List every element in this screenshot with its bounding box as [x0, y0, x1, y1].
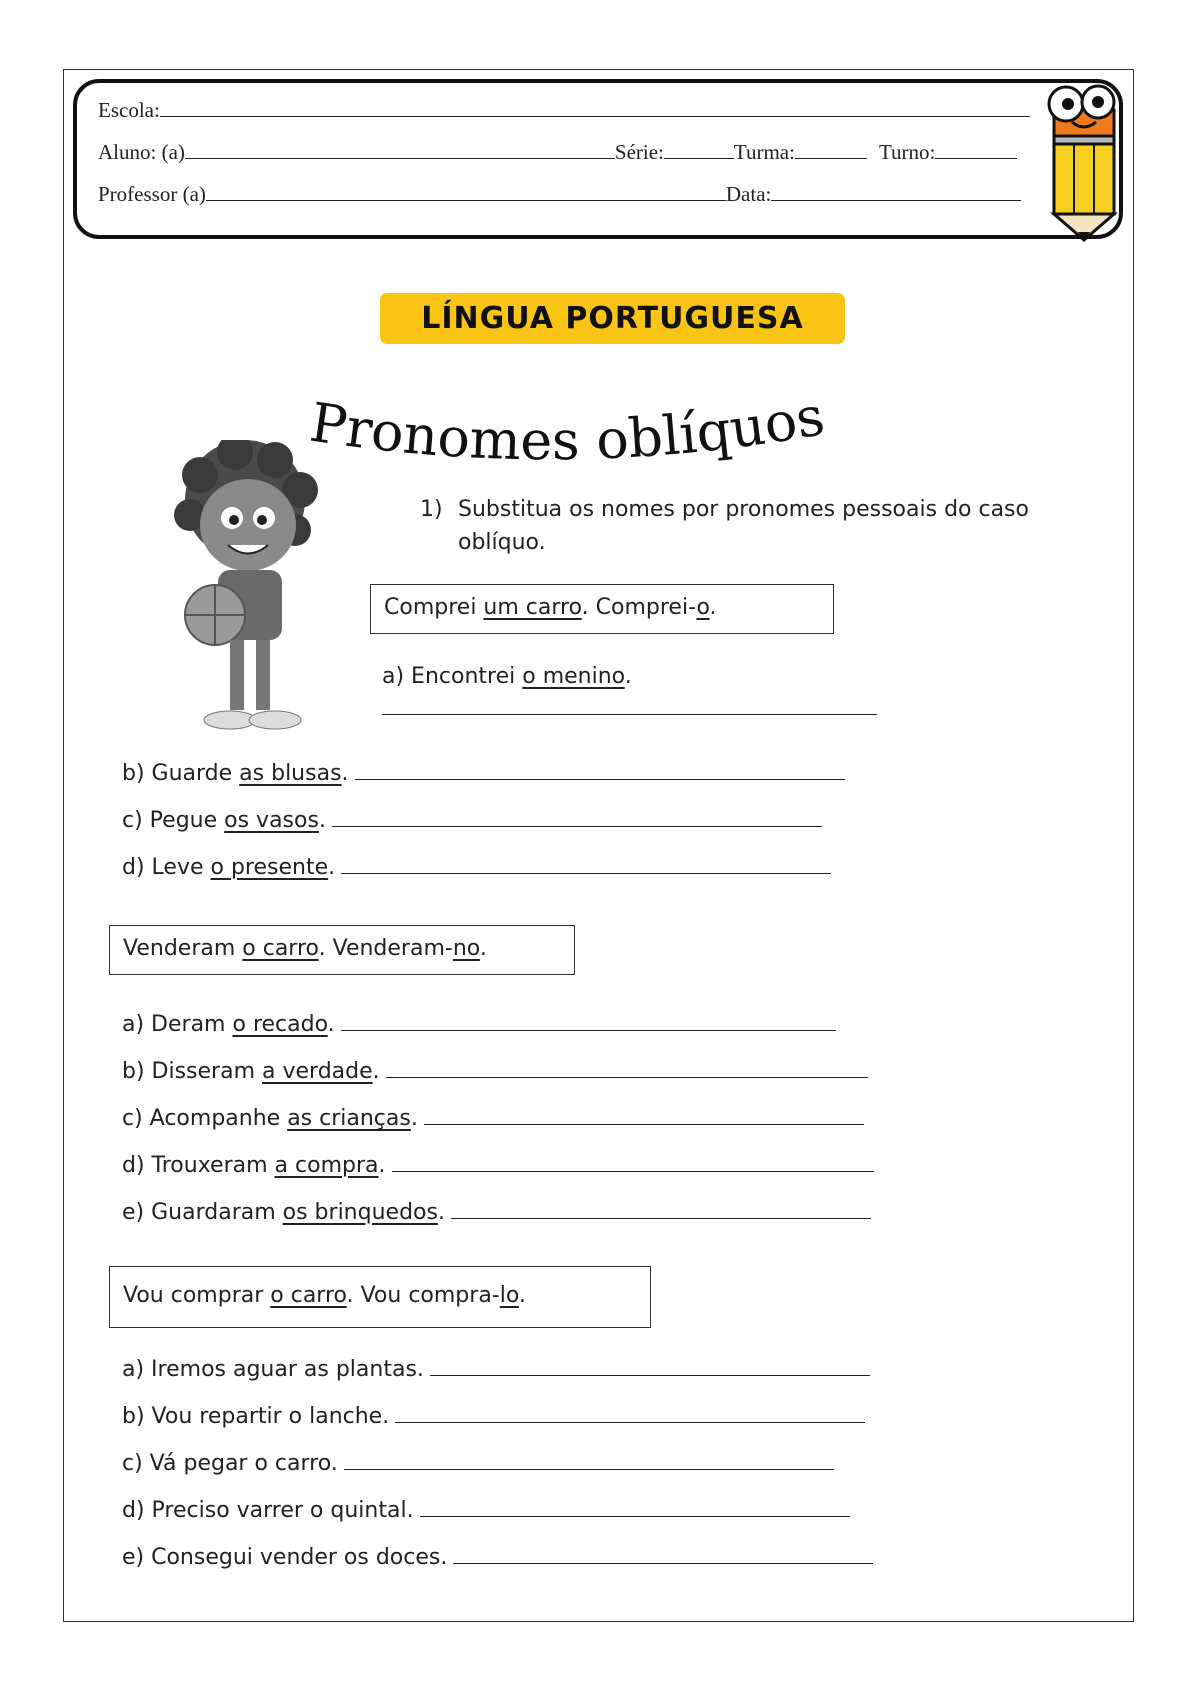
question-text: Substitua os nomes por pronomes pessoais do caso oblíquo. — [458, 497, 1029, 555]
item-text: d) Trouxeram — [122, 1153, 275, 1178]
item-text: b) Disseram — [122, 1059, 263, 1084]
answer-line[interactable] — [453, 1543, 873, 1564]
item-underlined: as crianças — [287, 1106, 411, 1131]
professor-row — [98, 182, 1021, 207]
example-underlined: o carro — [270, 1283, 347, 1308]
answer-line[interactable] — [332, 806, 822, 827]
exercise-item — [122, 853, 831, 880]
exercise-item — [122, 1496, 850, 1523]
exercise-item — [122, 1151, 874, 1178]
example-pronoun: no — [452, 936, 480, 961]
item-text: . — [410, 1106, 418, 1131]
example-box-3 — [109, 1266, 651, 1328]
exercise-item — [382, 664, 632, 689]
example-text: . — [479, 936, 487, 961]
answer-line[interactable] — [355, 759, 845, 780]
example-text: Venderam — [123, 936, 243, 961]
example-text: . Comprei- — [581, 595, 697, 620]
exercise-item — [122, 1355, 870, 1382]
exercise-item — [122, 1402, 865, 1429]
data-field[interactable] — [771, 182, 1021, 201]
answer-line[interactable] — [424, 1104, 864, 1125]
answer-line[interactable] — [341, 853, 831, 874]
professor-label: Professor (a) — [98, 182, 206, 206]
item-text: b) Guarde — [122, 761, 240, 786]
answer-line[interactable] — [341, 1010, 836, 1031]
item-underlined: o recado — [232, 1012, 328, 1037]
exercise-item — [122, 806, 822, 833]
example-underlined: um carro — [483, 595, 582, 620]
turma-field[interactable] — [795, 140, 867, 159]
item-text: a) Deram — [122, 1012, 233, 1037]
item-text: . — [372, 1059, 380, 1084]
item-underlined: a verdade — [262, 1059, 373, 1084]
answer-line[interactable] — [386, 1057, 868, 1078]
exercise-item — [122, 1104, 864, 1131]
answer-line[interactable] — [420, 1496, 850, 1517]
aluno-row — [98, 140, 1017, 165]
example-box-1 — [370, 584, 834, 634]
svg-text:Pronomes oblíquos: Pronomes oblíquos — [306, 384, 829, 473]
aluno-field[interactable] — [185, 140, 615, 159]
example-pronoun: o — [696, 595, 710, 620]
escola-field[interactable] — [160, 98, 1030, 117]
item-underlined: o presente — [210, 855, 329, 880]
answer-line[interactable] — [392, 1151, 874, 1172]
serie-label: Série: — [614, 140, 664, 164]
item-text: c) Acompanhe — [122, 1106, 288, 1131]
item-text: e) Guardaram — [122, 1200, 283, 1225]
item-text: . — [318, 808, 326, 833]
serie-field[interactable] — [664, 140, 734, 159]
answer-line[interactable] — [430, 1355, 870, 1376]
item-text: . — [341, 761, 349, 786]
item-text: . — [624, 664, 632, 689]
aluno-label: Aluno: (a) — [98, 140, 185, 164]
item-text: e) Consegui vender os doces. — [122, 1545, 448, 1570]
item-text: a) Encontrei — [382, 664, 523, 689]
example-text: . Vou compra- — [346, 1283, 500, 1308]
kid-basketball-illustration — [140, 440, 370, 750]
answer-line[interactable] — [451, 1198, 871, 1219]
item-text: c) Vá pegar o carro. — [122, 1451, 338, 1476]
example-box-2 — [109, 925, 575, 975]
example-text: Comprei — [384, 595, 484, 620]
item-underlined: o menino — [522, 664, 625, 689]
item-text: . — [437, 1200, 445, 1225]
data-label: Data: — [725, 182, 772, 206]
item-text: b) Vou repartir o lanche. — [122, 1404, 390, 1429]
item-underlined: as blusas — [239, 761, 342, 786]
answer-line[interactable] — [382, 714, 877, 715]
item-text: d) Preciso varrer o quintal. — [122, 1498, 414, 1523]
escola-row — [98, 98, 1030, 123]
professor-field[interactable] — [206, 182, 726, 201]
escola-label: Escola: — [98, 98, 160, 122]
item-text: a) Iremos aguar as plantas. — [122, 1357, 424, 1382]
item-text: c) Pegue — [122, 808, 225, 833]
example-text: . — [709, 595, 717, 620]
exercise-item — [122, 1057, 868, 1084]
exercise-item — [122, 1543, 873, 1570]
item-underlined: os vasos — [224, 808, 319, 833]
item-underlined: a compra — [274, 1153, 379, 1178]
example-pronoun: lo — [499, 1283, 519, 1308]
turma-label: Turma: — [733, 140, 795, 164]
answer-line[interactable] — [344, 1449, 834, 1470]
turno-field[interactable] — [935, 140, 1017, 159]
exercise-item — [122, 1449, 834, 1476]
page-title — [300, 380, 940, 490]
exercise-item — [122, 1010, 836, 1037]
example-underlined: o carro — [242, 936, 319, 961]
turno-label: Turno: — [878, 140, 936, 164]
item-text: d) Leve — [122, 855, 211, 880]
answer-line[interactable] — [395, 1402, 865, 1423]
example-text: . Venderam- — [318, 936, 453, 961]
example-text: . — [518, 1283, 526, 1308]
item-text: . — [328, 855, 336, 880]
question-number: 1) — [420, 497, 443, 522]
exercise-item — [122, 1198, 871, 1225]
item-text: . — [378, 1153, 386, 1178]
item-text: . — [327, 1012, 335, 1037]
example-text: Vou comprar — [123, 1283, 271, 1308]
item-underlined: os brinquedos — [282, 1200, 438, 1225]
exercise-item — [122, 759, 845, 786]
pencil-mascot-icon — [1036, 82, 1130, 242]
subject-badge: LÍNGUA PORTUGUESA — [380, 293, 845, 344]
